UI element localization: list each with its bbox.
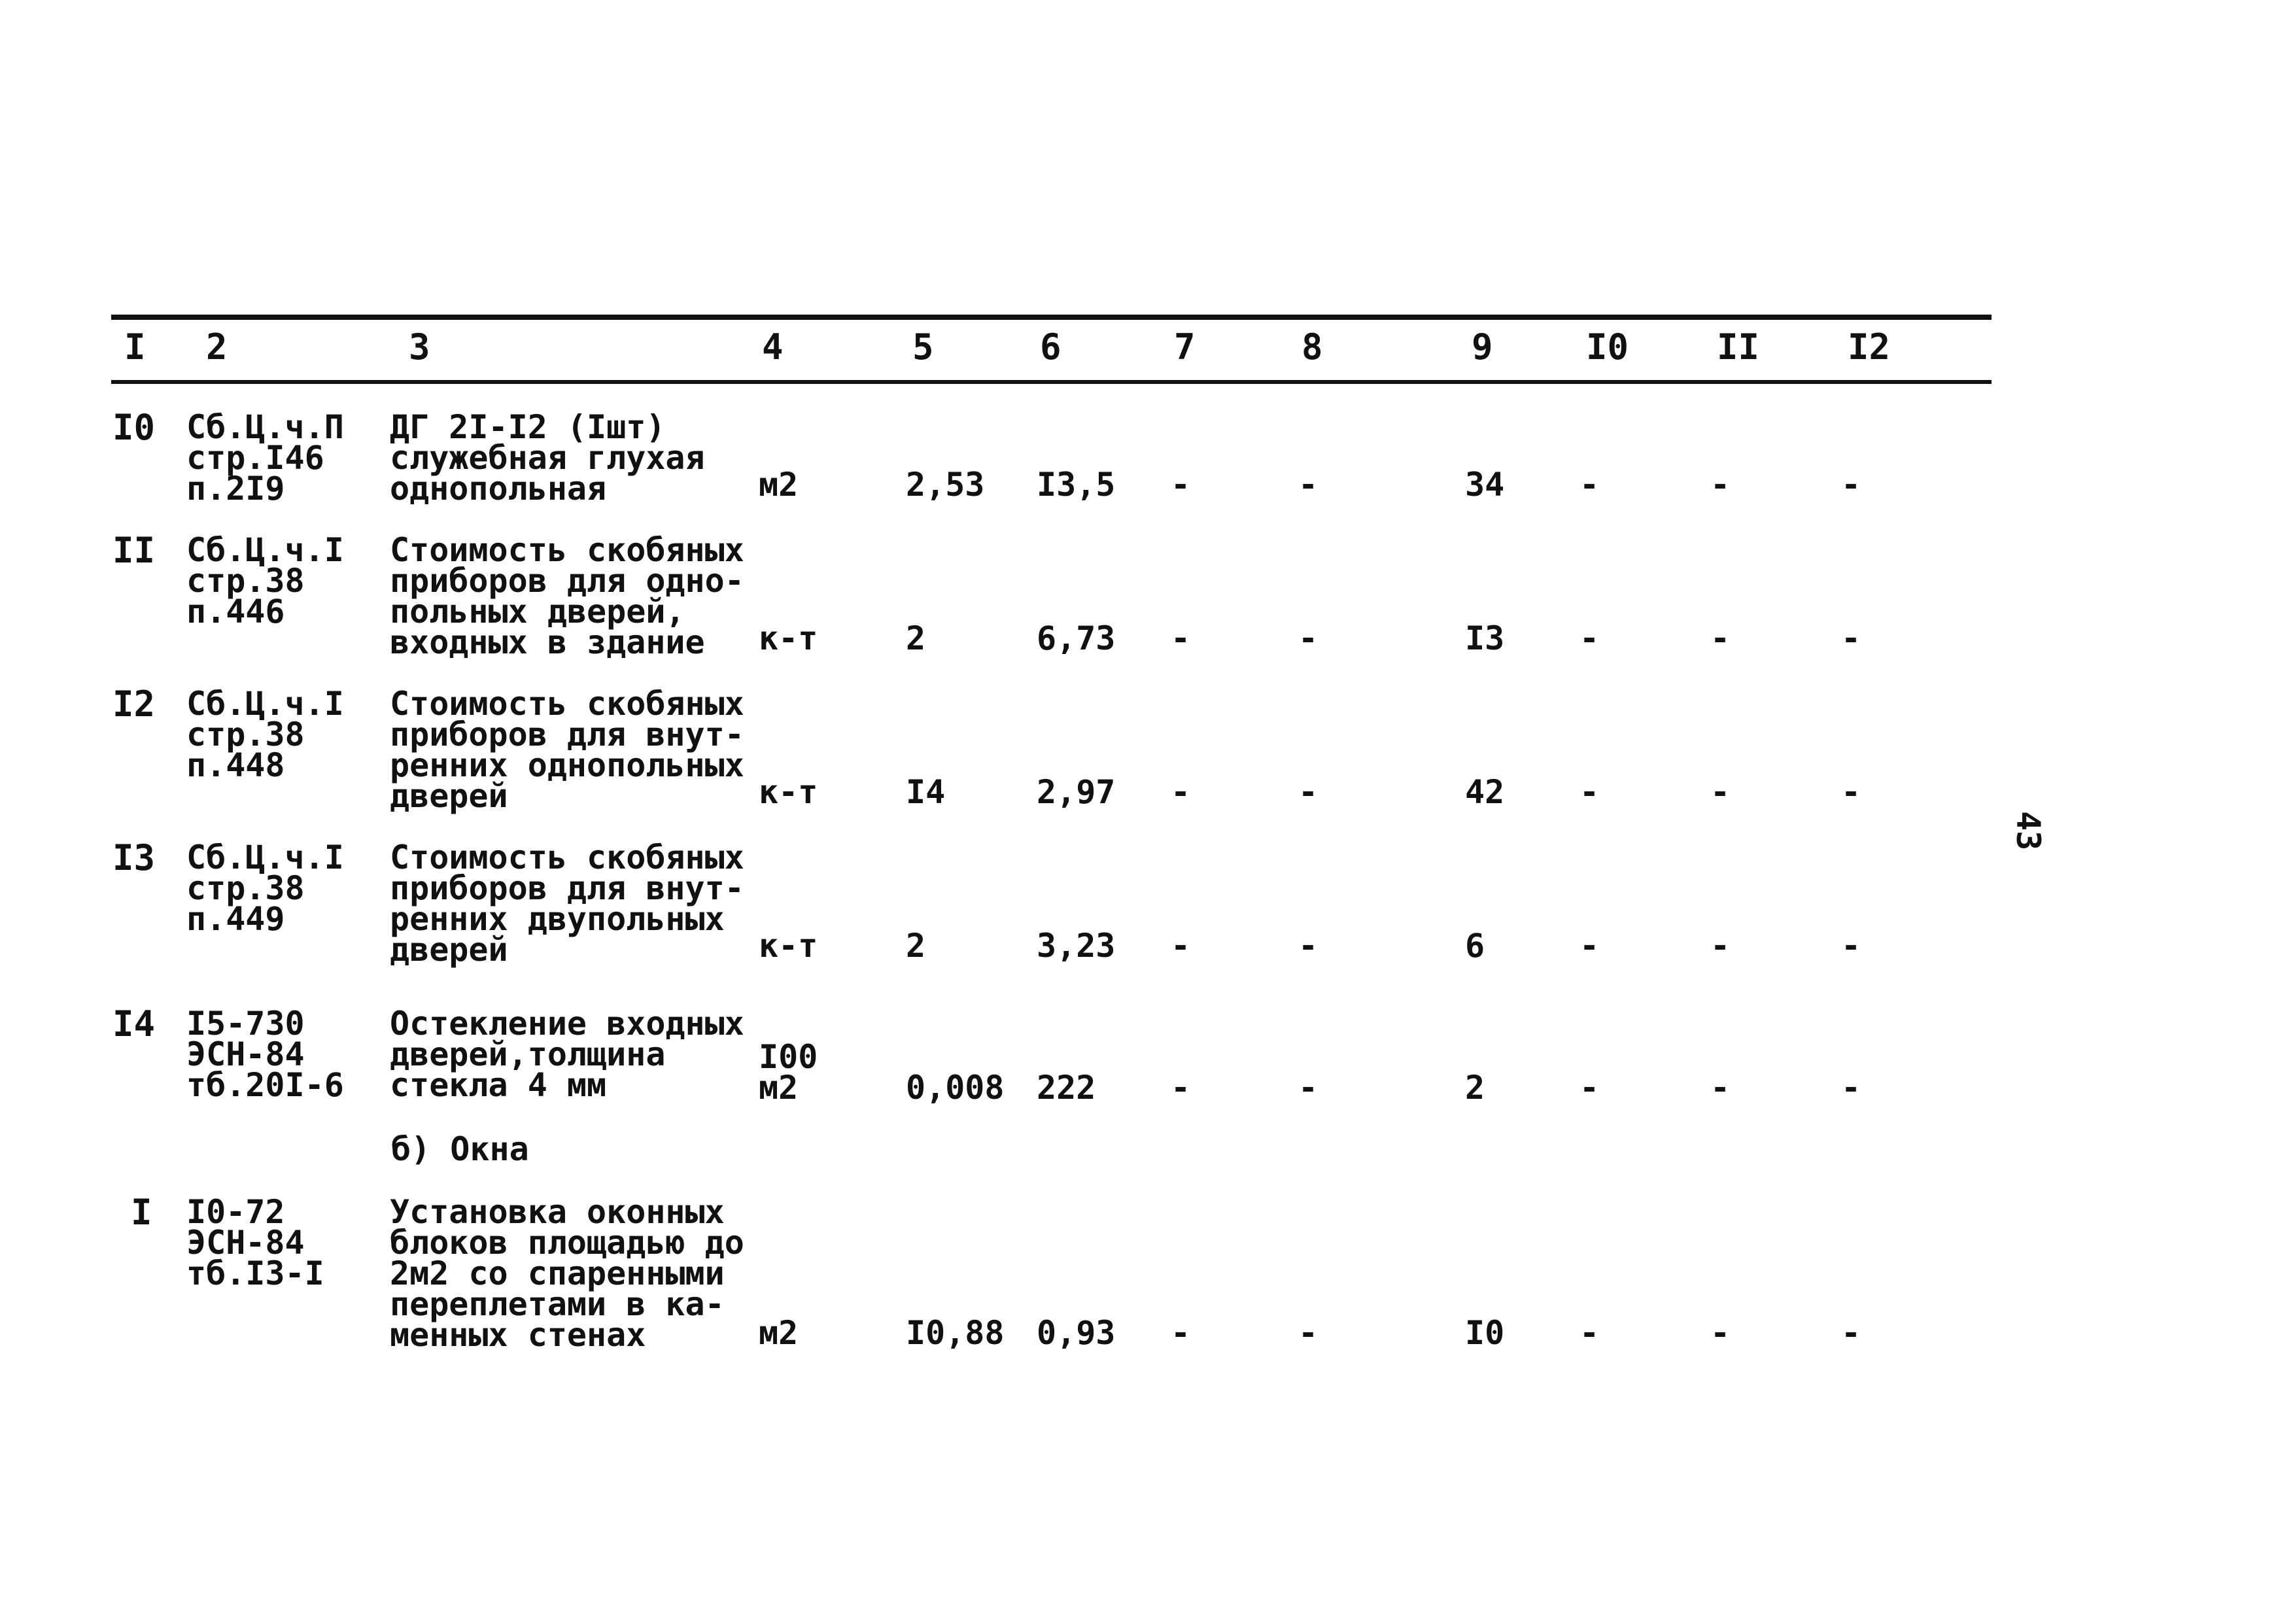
- cell-c8: -: [1298, 927, 1319, 965]
- cell-c10: -: [1579, 773, 1600, 811]
- cell-c6: 2,97: [1037, 773, 1116, 811]
- cell-c10: -: [1579, 1069, 1600, 1107]
- cell-c8: -: [1298, 466, 1319, 504]
- work-description: ДГ 2I-I2 (Iшт) служебная глухая однопольная: [390, 408, 705, 508]
- work-description: Остекление входных дверей,толщина стекла 4 мм: [390, 1005, 744, 1104]
- cell-c8: -: [1298, 1069, 1319, 1107]
- cell-c9: I3: [1465, 619, 1505, 657]
- cell-c5: I0,88: [906, 1314, 1005, 1352]
- cell-c9: 2: [1465, 1069, 1485, 1107]
- work-description: Стоимость скобяных приборов для внут- ренних двупольных дверей: [390, 838, 744, 969]
- cell-c11: -: [1710, 1069, 1731, 1107]
- cell-c7: -: [1171, 619, 1191, 657]
- work-description: Стоимость скобяных приборов для одно- польных дверей, входных в здание: [390, 531, 744, 661]
- cell-c5: 2,53: [906, 466, 985, 504]
- header-rule: [111, 380, 1992, 384]
- column-header: 9: [1472, 326, 1493, 368]
- column-header: 7: [1174, 326, 1196, 368]
- column-header: 3: [409, 326, 430, 368]
- cell-c12: -: [1841, 927, 1861, 965]
- column-header: 6: [1040, 326, 1061, 368]
- cell-c11: -: [1710, 1314, 1731, 1352]
- cell-c11: -: [1710, 466, 1731, 504]
- cell-c5: 0,008: [906, 1069, 1005, 1107]
- cell-c12: -: [1841, 619, 1861, 657]
- top-rule: [111, 315, 1992, 320]
- row-number: I3: [112, 837, 156, 878]
- cell-c6: I3,5: [1037, 466, 1116, 504]
- cell-c12: -: [1841, 1314, 1861, 1352]
- cell-c11: -: [1710, 773, 1731, 811]
- cell-c10: -: [1579, 466, 1600, 504]
- cell-c4: м2: [759, 1314, 799, 1352]
- column-header: II: [1717, 326, 1760, 368]
- cell-c12: -: [1841, 466, 1861, 504]
- cell-c4: I00 м2: [759, 1038, 818, 1107]
- column-header: 2: [206, 326, 228, 368]
- source-reference: Сб.Ц.ч.I стр.38 п.448: [186, 685, 344, 784]
- cell-c9: 34: [1465, 466, 1505, 504]
- row-number: I4: [112, 1003, 156, 1045]
- cell-c8: -: [1298, 619, 1319, 657]
- cell-c5: I4: [906, 773, 946, 811]
- cell-c9: 6: [1465, 927, 1485, 965]
- column-header: 5: [912, 326, 934, 368]
- cell-c6: 3,23: [1037, 927, 1116, 965]
- column-header: 4: [762, 326, 784, 368]
- cell-c4: м2: [759, 466, 799, 504]
- source-reference: Сб.Ц.ч.П стр.I46 п.2I9: [186, 408, 344, 508]
- cell-c6: 6,73: [1037, 619, 1116, 657]
- cell-c7: -: [1171, 773, 1191, 811]
- cell-c4: к-т: [759, 773, 818, 811]
- page-number: 43: [2009, 811, 2047, 851]
- cell-c7: -: [1171, 1314, 1191, 1352]
- source-reference: I5-730 ЭСН-84 тб.20I-6: [186, 1005, 344, 1104]
- source-reference: I0-72 ЭСН-84 тб.I3-I: [186, 1193, 324, 1292]
- cell-c10: -: [1579, 927, 1600, 965]
- cell-c8: -: [1298, 773, 1319, 811]
- cell-c8: -: [1298, 1314, 1319, 1352]
- cell-c9: 42: [1465, 773, 1505, 811]
- cell-c4: к-т: [759, 927, 818, 965]
- cell-c12: -: [1841, 1069, 1861, 1107]
- cell-c7: -: [1171, 1069, 1191, 1107]
- column-header: I0: [1586, 326, 1629, 368]
- work-description: Стоимость скобяных приборов для внут- ренних однопольных дверей: [390, 685, 744, 815]
- row-number: I0: [112, 407, 156, 448]
- cell-c11: -: [1710, 619, 1731, 657]
- cell-c7: -: [1171, 927, 1191, 965]
- cell-c11: -: [1710, 927, 1731, 965]
- source-reference: Сб.Ц.ч.I стр.38 п.446: [186, 531, 344, 631]
- column-header: 8: [1302, 326, 1323, 368]
- cell-c9: I0: [1465, 1314, 1505, 1352]
- cell-c10: -: [1579, 619, 1600, 657]
- cell-c5: 2: [906, 927, 926, 965]
- cell-c4: к-т: [759, 619, 818, 657]
- section-subheading: б) Окна: [391, 1130, 529, 1168]
- cell-c6: 0,93: [1037, 1314, 1116, 1352]
- work-description: Установка оконных блоков площадью до 2м2 со спаренными переплетами в ка- менных стенах: [390, 1193, 744, 1354]
- cell-c5: 2: [906, 619, 926, 657]
- column-header: I: [124, 326, 146, 368]
- row-number: I2: [112, 683, 156, 725]
- cell-c12: -: [1841, 773, 1861, 811]
- source-reference: Сб.Ц.ч.I стр.38 п.449: [186, 838, 344, 938]
- row-number: II: [112, 530, 156, 571]
- cell-c10: -: [1579, 1314, 1600, 1352]
- cell-c7: -: [1171, 466, 1191, 504]
- cell-c6: 222: [1037, 1069, 1096, 1107]
- row-number: I: [131, 1192, 152, 1233]
- column-header: I2: [1848, 326, 1891, 368]
